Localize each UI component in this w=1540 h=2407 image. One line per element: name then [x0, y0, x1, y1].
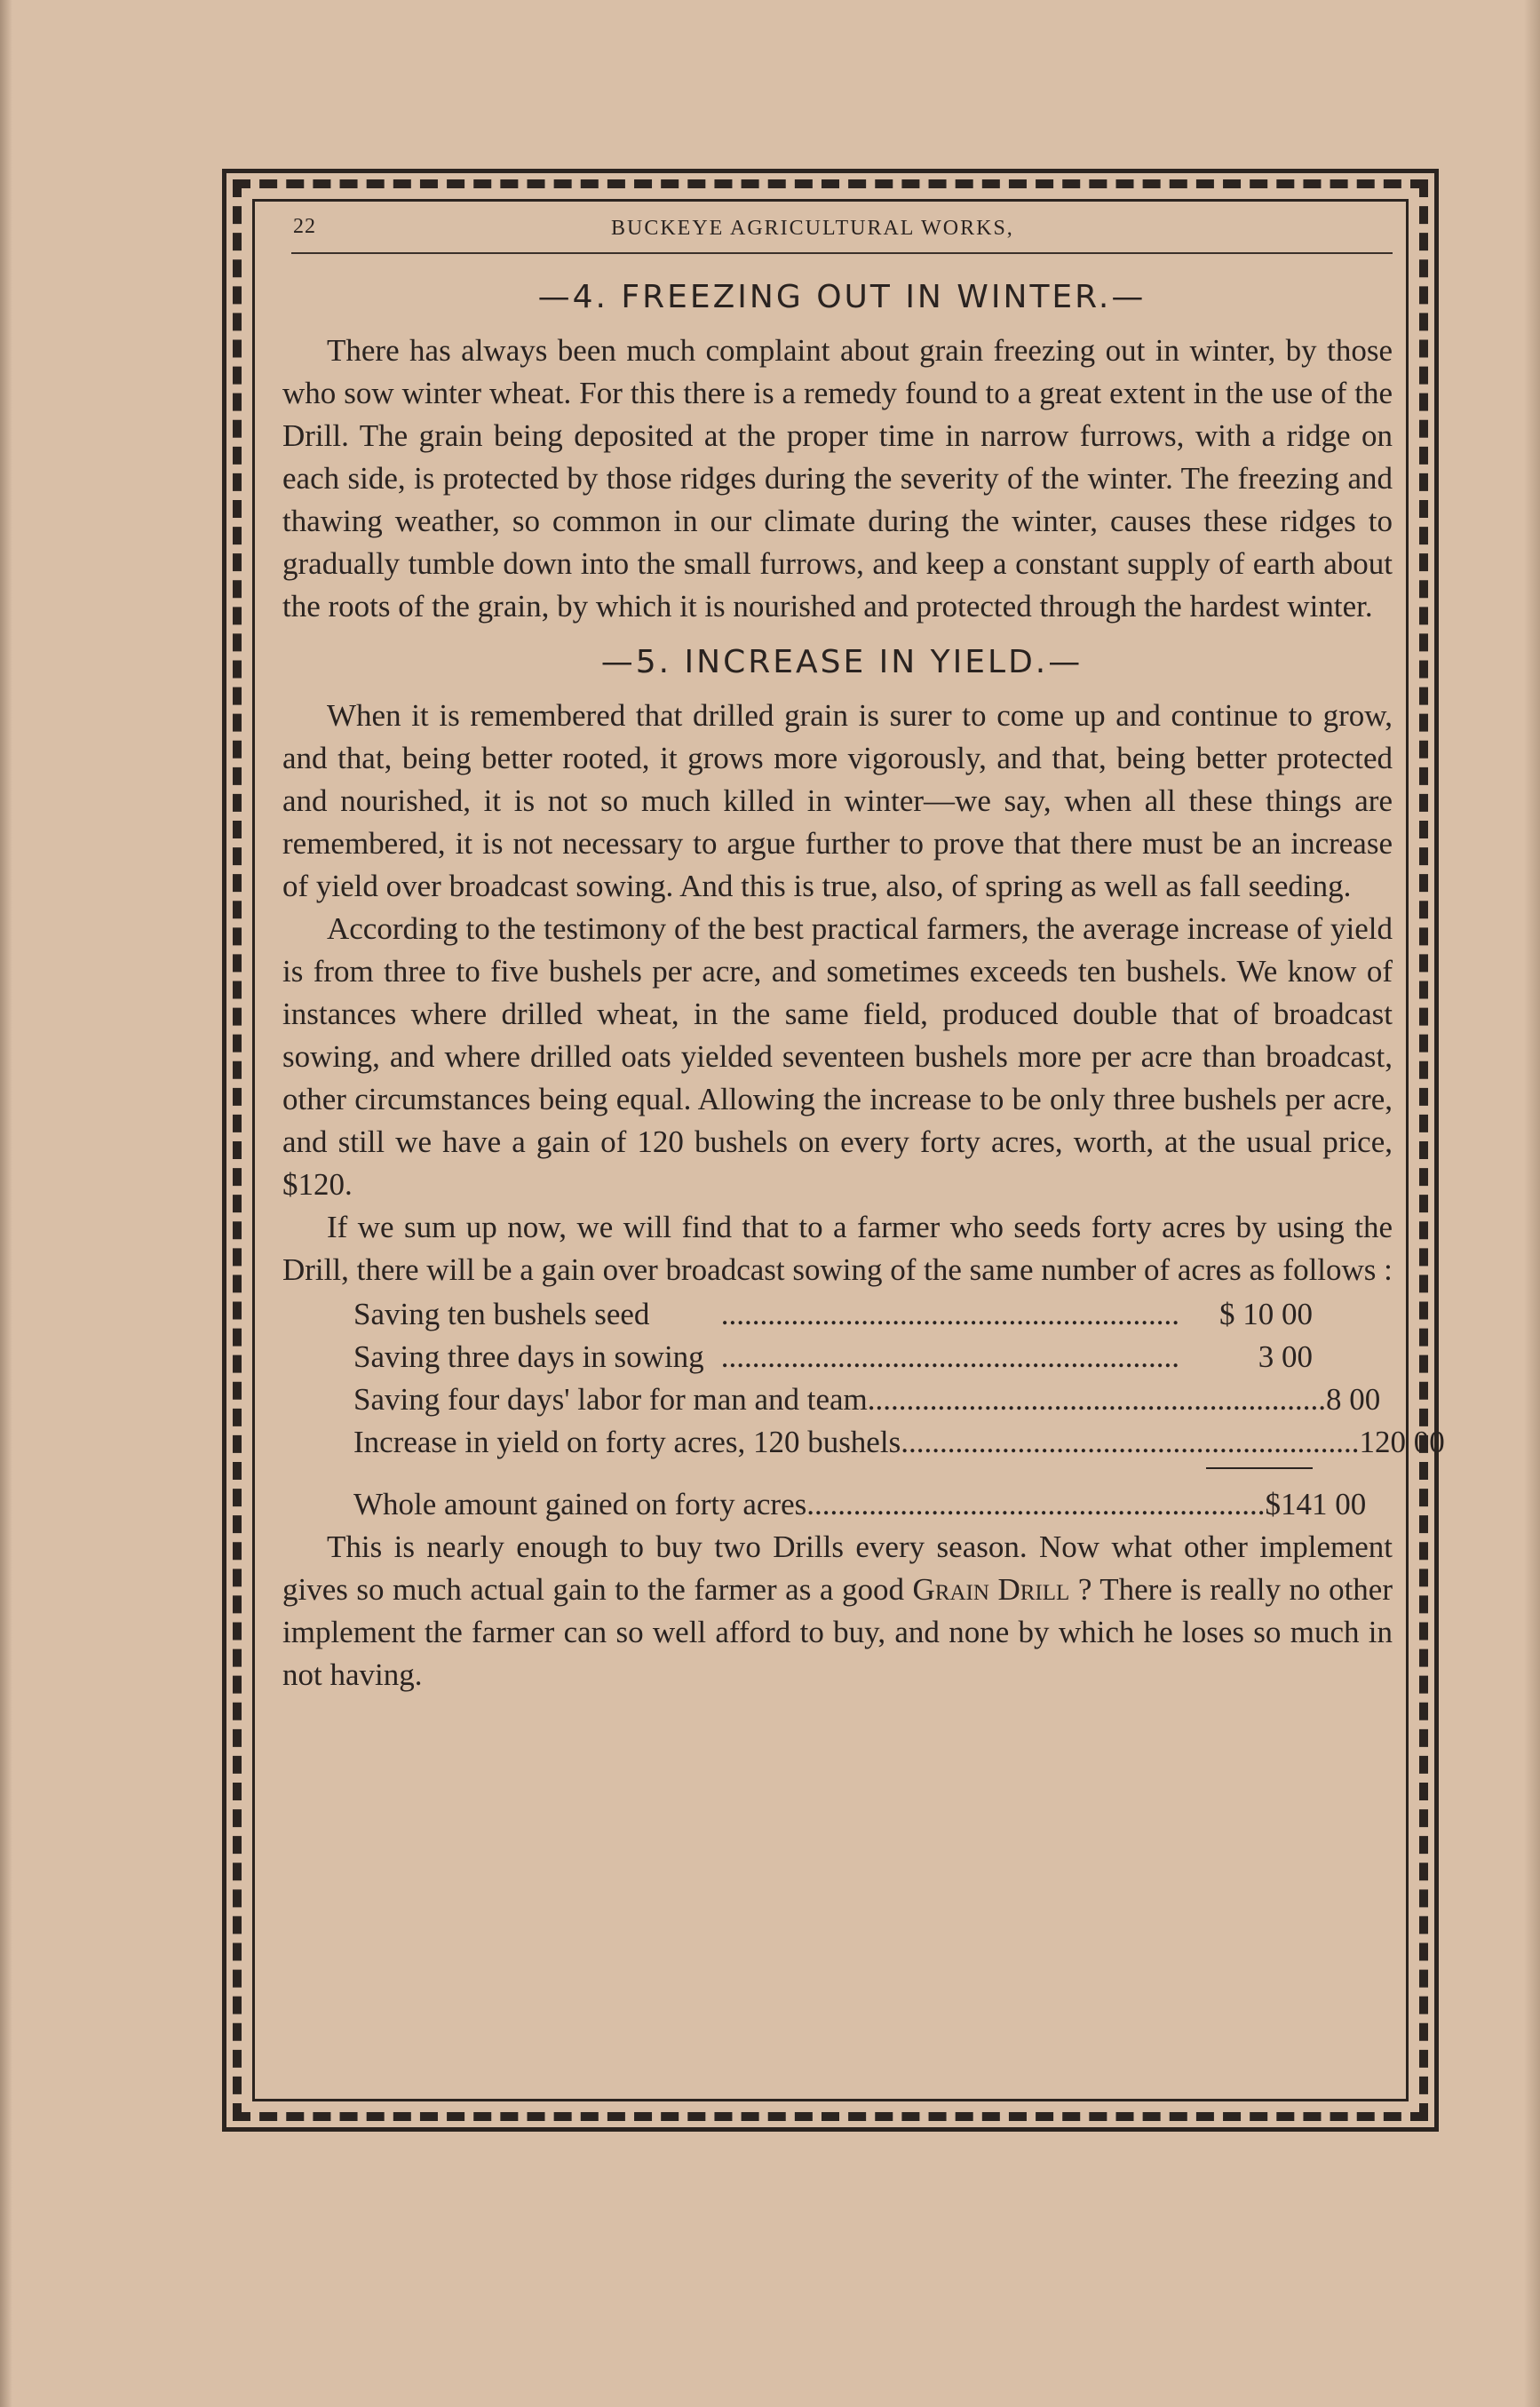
- closing-paragraph: [282, 1526, 1401, 1696]
- grain-drill-term: Grain Drill: [912, 1572, 1070, 1607]
- sum-rule: [1206, 1467, 1313, 1469]
- section-5-paragraph-3: If we sum up now, we will find that to a farmer who seeds forty acres by using the Drill, there will be a gain over broadcast sowing of the same number of acres as follows :: [282, 1210, 1393, 1287]
- ledger-label: Saving three days in sowing: [353, 1339, 704, 1374]
- running-header: [282, 204, 1401, 249]
- ledger-label: Saving four days' labor for man and team: [353, 1382, 868, 1417]
- ledger-label: Increase in yield on forty acres, 120 bushels: [353, 1425, 901, 1459]
- gain-ledger: [353, 1293, 1445, 1526]
- ledger-total-amount: $141 00: [1265, 1487, 1367, 1521]
- leader-dots: ...........................................................: [720, 1297, 1179, 1331]
- ledger-row: [353, 1336, 1313, 1378]
- section-4-paragraph: There has always been much complaint about grain freezing out in winter, by those who sow winter wheat. For this there is a remedy found to a great extent in the use of the Drill. The grain being deposited at the proper time in narrow furrows, with a ridge on each side, is protected by those ridges during the severity of the winter. The freezing and thawing weather, so common in our climate during the winter, causes these ridges to gradually tumble down into the small furrows, and keep a constant supply of earth about the roots of the grain, by which it is nourished and protected through the hardest winter.: [282, 333, 1393, 624]
- ledger-row: [353, 1293, 1313, 1336]
- ledger-amount: $ 10 00: [1219, 1297, 1313, 1331]
- leader-dots: ...........................................................: [901, 1425, 1360, 1459]
- running-title: BUCKEYE AGRICULTURAL WORKS,: [611, 217, 1014, 240]
- ledger-row: [353, 1378, 1381, 1421]
- leader-dots: ...........................................................: [806, 1487, 1266, 1521]
- page-left-edge: [0, 0, 12, 2407]
- section-5-paragraph-1: When it is remembered that drilled grain is surer to come up and continue to grow, and that, being better rooted, it grows more vigorously, and that, being better protected and nourished, it is not so much killed in winter—we say, when all these things are remembered, it is not necessary to argue further to prove that there must be an increase of yield over broadcast sowing. And this is true, also, of spring as well as fall seeding.: [282, 698, 1393, 903]
- ledger-label: Saving ten bushels seed: [353, 1297, 650, 1331]
- section-5-paragraph-2: According to the testimony of the best practical farmers, the average increase of yield is from three to five bushels per acre, and sometimes exceeds ten bushels. We know of instances where drilled wheat, in the same field, produced double that of broadcast sowing, and where drilled oats yielded seventeen bushels more per acre than broadcast, other circumstances being equal. Allowing the increase to be only three bushels per acre, and still we have a gain of 120 bushels on every forty acres, worth, at the usual price, $120.: [282, 911, 1393, 1202]
- leader-dots: ...........................................................: [720, 1339, 1179, 1374]
- page-number: 22: [293, 215, 316, 238]
- ledger-amount: 3 00: [1258, 1339, 1313, 1374]
- section-4-heading: —4. FREEZING OUT IN WINTER.—: [537, 279, 1147, 315]
- page-content: [282, 204, 1445, 1696]
- page-right-edge: [1524, 0, 1540, 2407]
- ledger-row: [353, 1421, 1445, 1464]
- closing-text-before: This is nearly enough to buy two Drills every season. Now what other implement gives so much actual gain to the farmer as a good: [282, 1529, 1393, 1607]
- ledger-amount: 8 00: [1326, 1382, 1381, 1417]
- ledger-total-row: [353, 1483, 1367, 1526]
- header-rule: [291, 252, 1393, 259]
- closing-text-after: ? There is really no other implement the farmer can so well afford to buy, and none by which he loses so much in not having.: [282, 1572, 1393, 1692]
- ledger-total-label: Whole amount gained on forty acres: [353, 1487, 807, 1521]
- leader-dots: ...........................................................: [867, 1382, 1327, 1417]
- ledger-amount: 120 00: [1359, 1425, 1445, 1459]
- section-5-heading: —5. INCREASE IN YIELD.—: [600, 644, 1084, 680]
